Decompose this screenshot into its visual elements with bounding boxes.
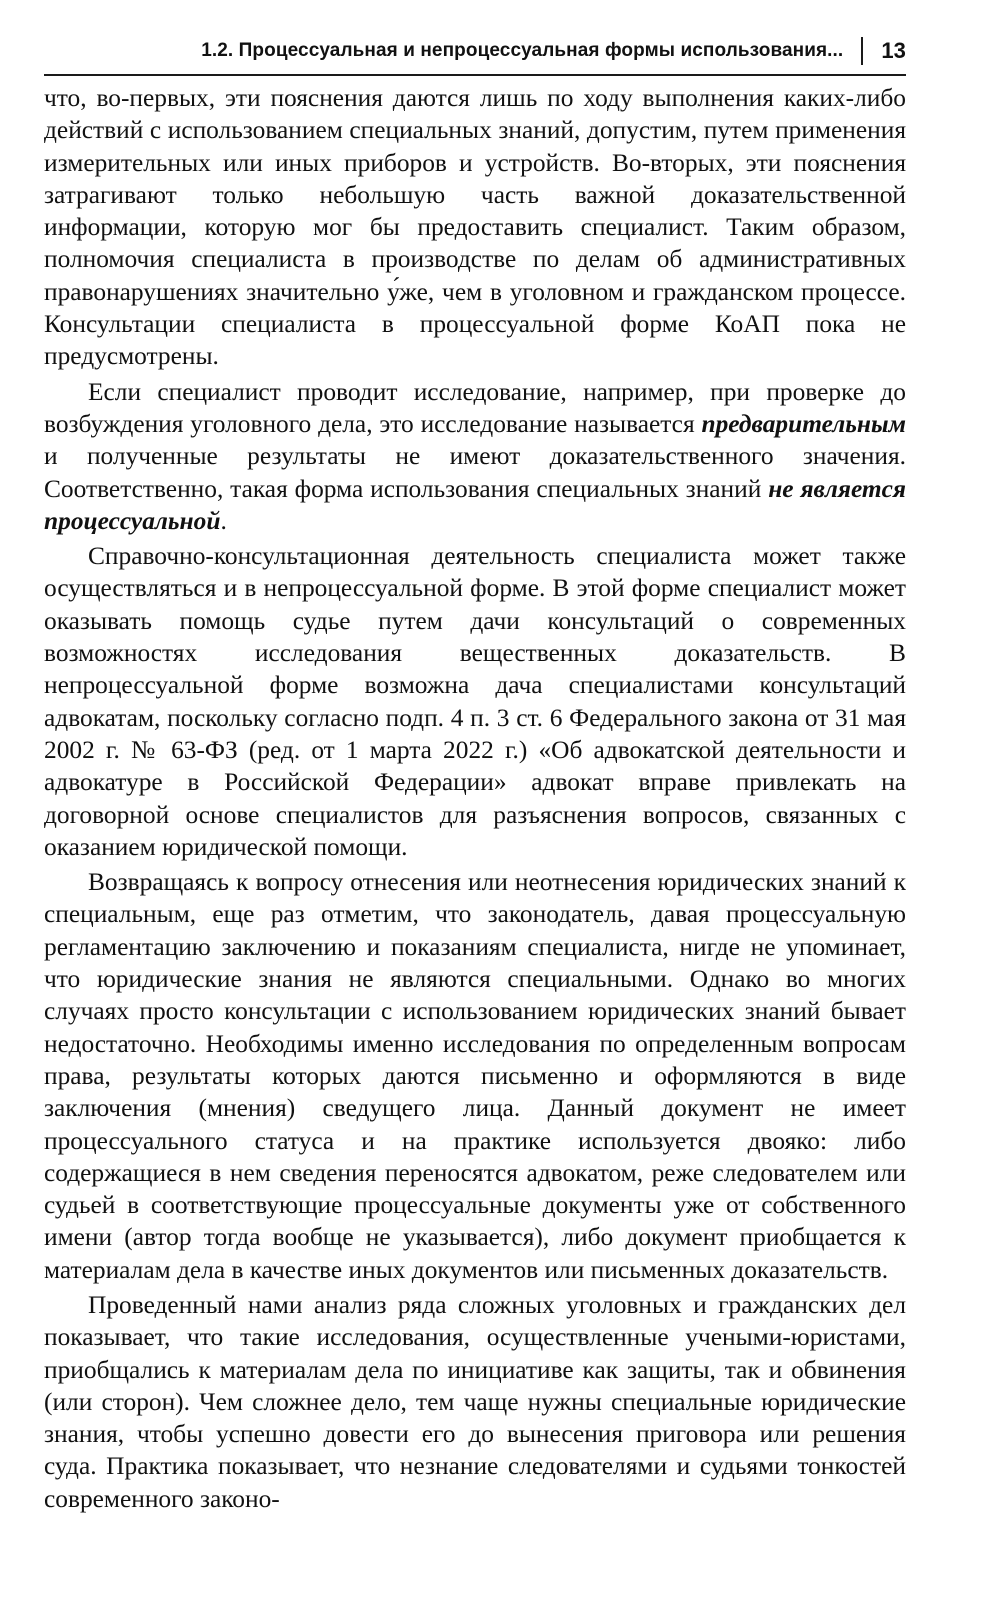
paragraph-5: Проведенный нами анализ ряда сложных уголовных и гражданских дел показывает, что такие исследования, осуществленные учеными-юристами, приобщались к материалам дела по инициативе как защиты, так и обвинения (или сторон). Чем сложнее дело, тем чаще нужны специальные юридические знания, чтобы успешно довести его до вынесения приговора или решения суда. Практика показывает, что незнание следователями и судьями тонкостей современного законо-	[44, 1290, 906, 1513]
term-not-procedural: не является процессуальной	[44, 474, 907, 535]
running-title: 1.2. Процессуальная и непроцессуальная формы использования...	[201, 40, 844, 61]
term-preliminary: предварительным	[701, 409, 906, 438]
paragraph-2-part-1: Если специалист проводит исследование, например, при проверке до возбуждения уголовного дела, это исследование называется	[44, 377, 906, 438]
paragraph-2	[44, 376, 906, 537]
header-divider	[861, 37, 863, 65]
running-header	[44, 28, 906, 76]
body-text	[44, 82, 906, 1515]
page-number: 13	[881, 38, 906, 63]
paragraph-2-part-3: .	[220, 506, 227, 535]
paragraph-1: что, во-первых, эти пояснения даются лишь по ходу выполнения каких-либо действий с использованием специальных знаний, допустим, путем применения измерительных или иных приборов и устройств. Во-вторых, эти пояснения затрагивают только небольшую часть важной доказательственной информации, которую мог бы предоставить специалист. Таким образом, полномочия специалиста в производстве по делам об административных правонарушениях значительно у́же, чем в уголовном и гражданском процессе. Консультации специалиста в процессуальной форме КоАП пока не предусмотрены.	[44, 84, 906, 371]
book-page	[44, 28, 906, 1515]
paragraph-3: Справочно-консультационная деятельность специалиста может также осуществляться и в непроцессуальной форме. В этой форме специалист может оказывать помощь судье путем дачи консультаций о современных возможностях исследования вещественных доказательств. В непроцессуальной форме возможна дача специалистами консультаций адвокатам, поскольку согласно подп. 4 п. 3 ст. 6 Федерального закона от 31 мая 2002 г. № 63-ФЗ (ред. от 1 марта 2022 г.) «Об адвокатской деятельности и адвокатуре в Российской Федерации» адвокат вправе привлекать на договорной основе специалистов для разъяснения вопросов, связанных с оказанием юридической помощи.	[44, 542, 906, 861]
paragraph-2-part-2: и полученные результаты не имеют доказательственного значения. Соответственно, такая форма использования специальных знаний	[44, 442, 906, 503]
paragraph-4: Возвращаясь к вопросу отнесения или неотнесения юридических знаний к специальным, еще раз отметим, что законодатель, давая процессуальную регламентацию заключению и показаниям специалиста, нигде не упоминает, что юридические знания не являются специальными. Однако во многих случаях просто консультации с использованием юридических знаний бывает недостаточно. Необходимы именно исследования по определенным вопросам права, результаты которых даются письменно и оформляются в виде заключения (мнения) сведущего лица. Данный документ не имеет процессуального статуса и на практике используется двояко: либо содержащиеся в нем сведения переносятся адвокатом, реже следователем или судьей в соответствующие процессуальные документы уже от собственного имени (автор тогда вообще не указывается), либо документ приобщается к материалам дела в качестве иных документов или письменных доказательств.	[44, 868, 906, 1284]
